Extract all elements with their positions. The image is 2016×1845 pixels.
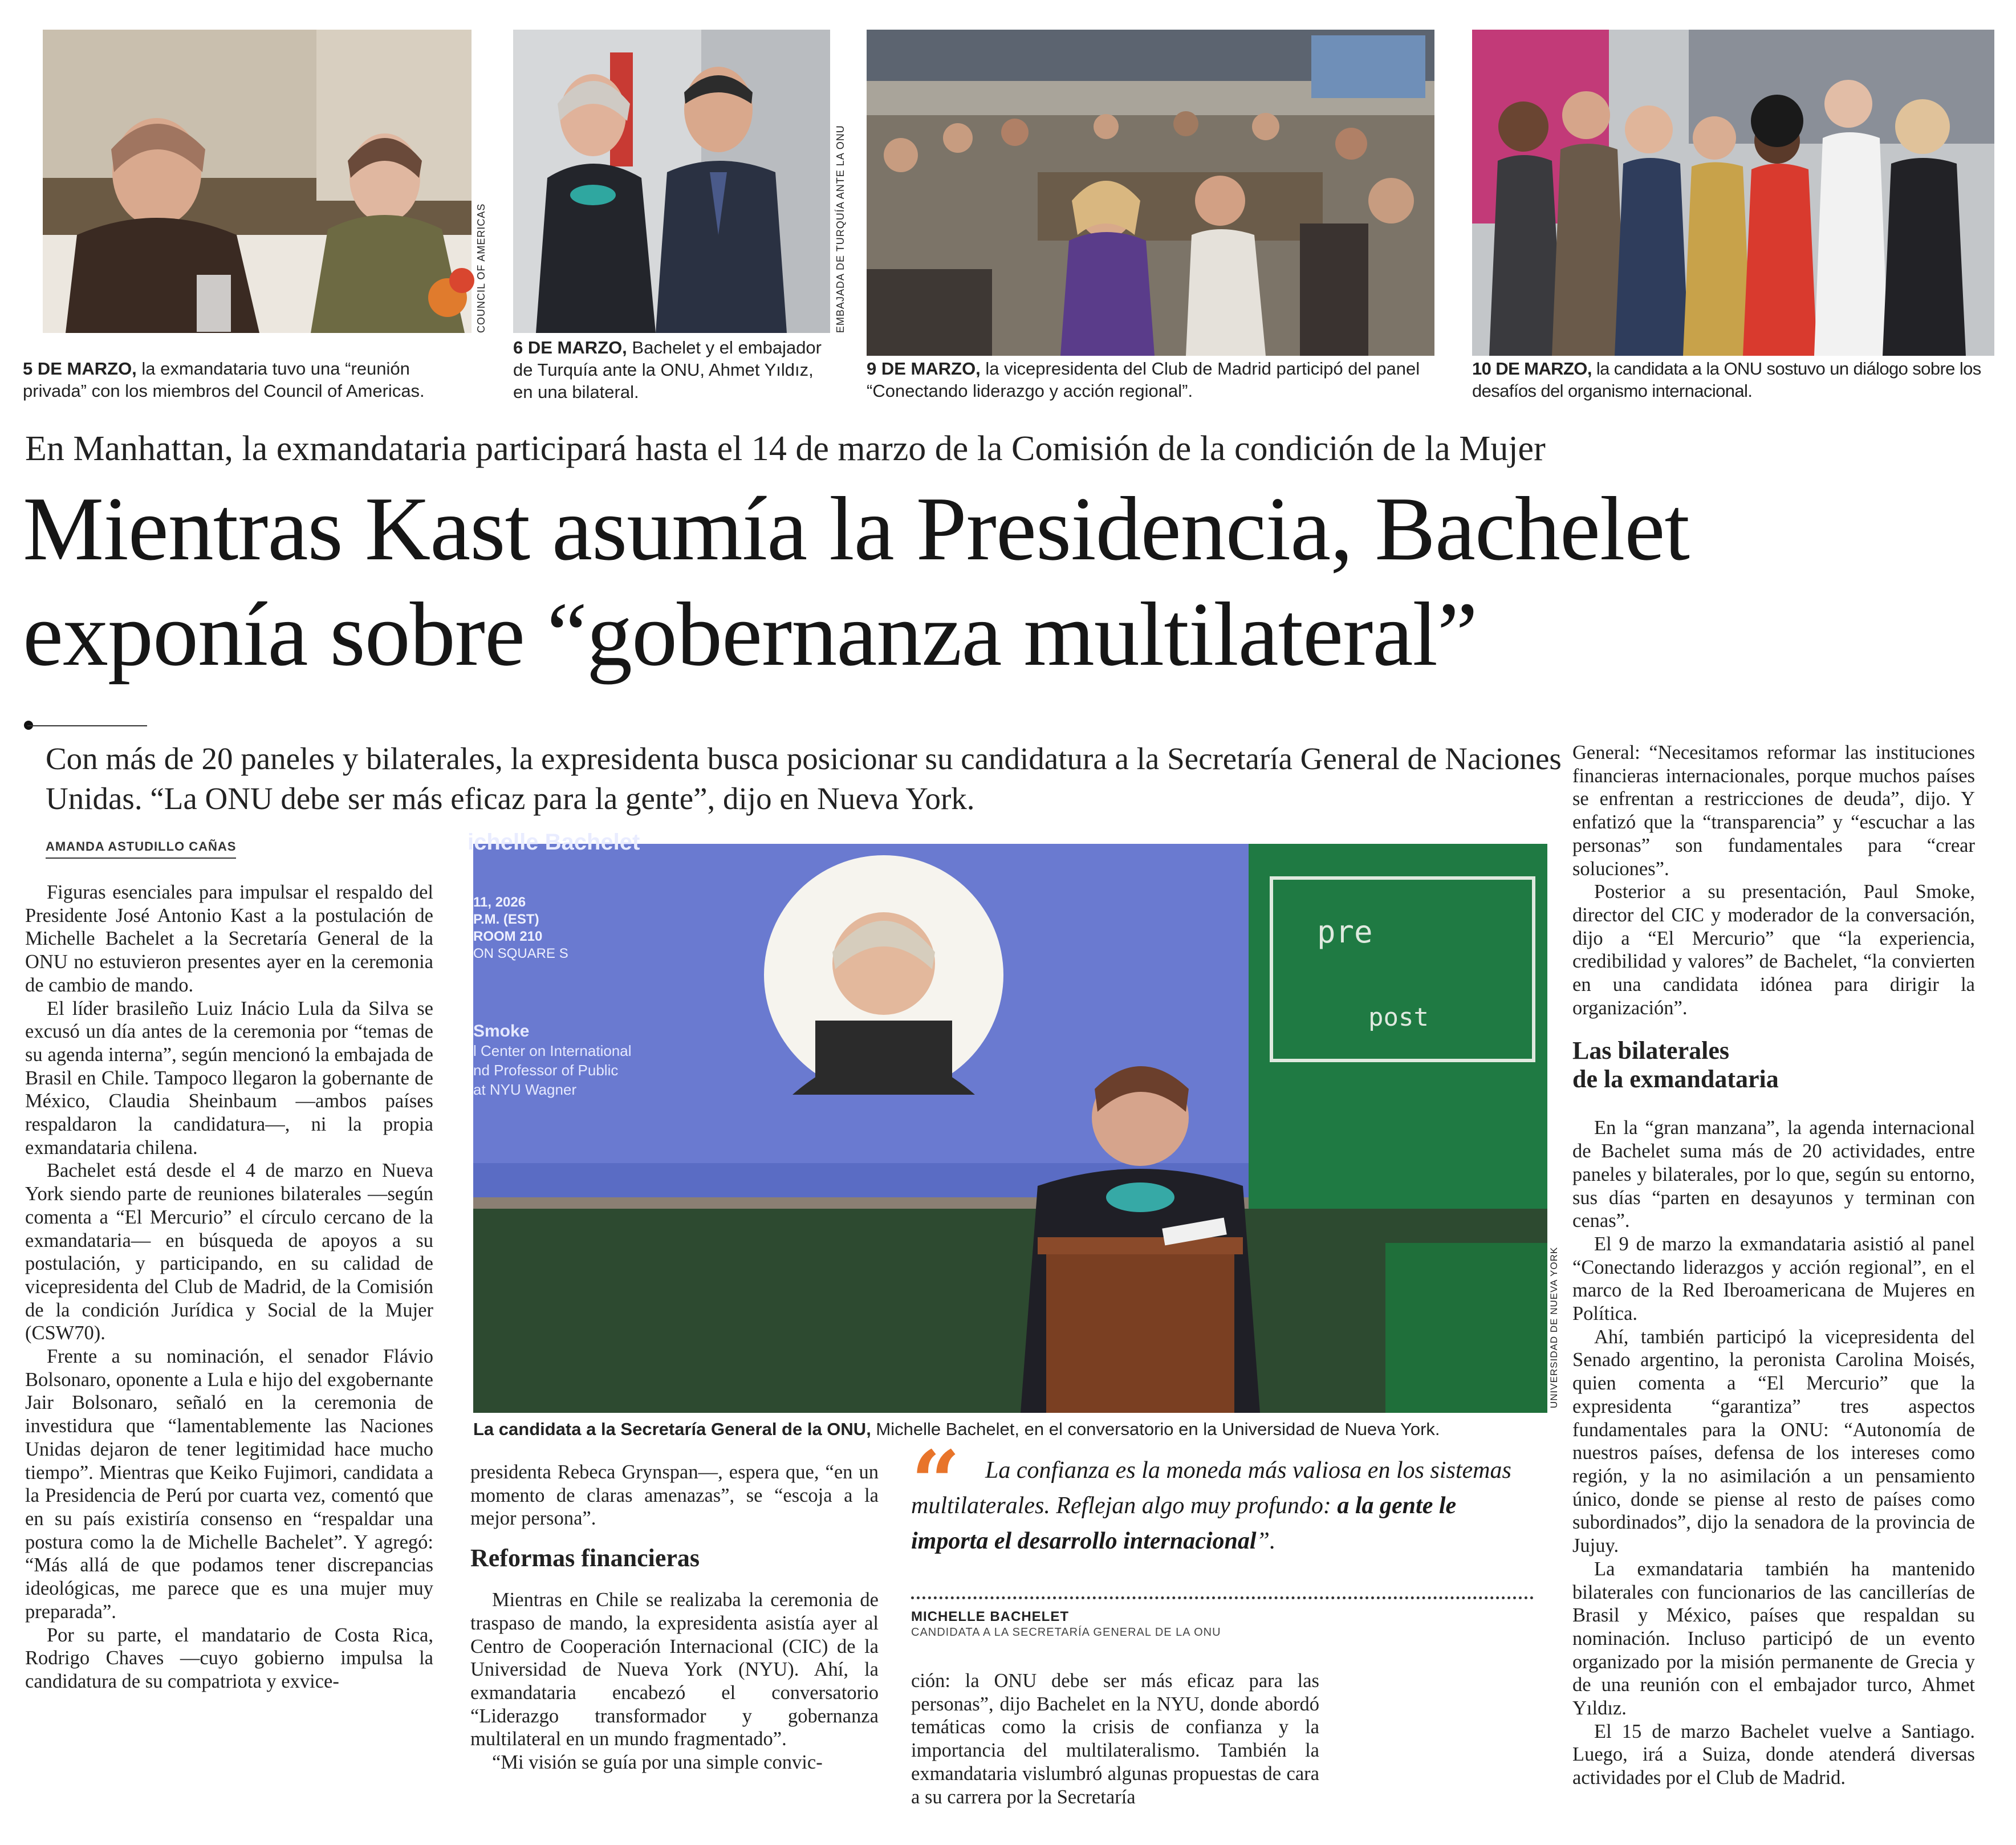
chalkboard-text [1317,889,1429,1060]
paragraph: “Mi visión se guía por una simple convic- [492,1751,823,1774]
photo-bachelet-nyu [468,830,1547,1413]
photo-caption [513,336,832,403]
caption-text: la candidata a la ONU sostuvo un diálogo sobre los desafíos del organismo internacional. [1472,359,1981,401]
photo-credit: EMBAJADA DE TURQUÍA ANTE LA ONU [835,125,846,333]
screen-line: P.M. (EST) [473,912,539,927]
quote-divider [911,1596,1534,1599]
screen-event-details [473,894,701,962]
paragraph: Por su parte, el mandatario de Costa Rica, Rodrigo Chaves —cuyo gobierno impulsa la candidatura de su compatriota y exvice- [25,1624,433,1692]
paragraph: El 9 de marzo la exmandataria asistió al panel “Conectando liderazgos y acción regional”, en el marco de la Red Iberoamericana de Mujeres en Política. [1572,1233,1975,1325]
caption-date: 5 DE MARZO, [23,359,137,379]
photo-caption [23,357,473,402]
paragraph: presidenta Rebeca Grynspan—, espera que, “en un momento de claras amenazas”, se “escoja a la mejor persona”. [470,1461,879,1530]
article-column-3 [911,1669,1319,1809]
screen-text [468,831,707,853]
quote-mark-icon: “ [911,1432,961,1533]
screen-line: at NYU Wagner [473,1081,577,1098]
caption-text: la vicepresidenta del Club de Madrid participó del panel “Conectando liderazgo y acción regional”. [867,359,1420,401]
paragraph: La exmandataria también ha mantenido bilaterales con funcionarios de las cancillerías de Brasil y México, países que respaldan su nominación. Incluso participó de un evento organizado por la misión permanente de Grecia y de una reunión con el embajador turco, Ahmet Yıldız. [1572,1558,1975,1720]
subhead-line: de la exmandataria [1572,1065,1779,1094]
kicker: En Manhattan, la exmandataria participará hasta el 14 de marzo de la Comisión de la condición de la Mujer [25,429,1546,468]
paragraph: Ahí, también participó la vicepresidenta del Senado argentino, la peronista Carolina Moisés, quien comenta a “El Mercurio” que la expresidenta “garantiza” tres aspectos fundamentales para la ONU: “Autonomía de nuestros países, defensa de los intereses como región, y la no asimilación a un pensamiento único, donde se piense al resto de países como subordinados”, dijo la senadora de la provincia de Jujuy. [1572,1326,1975,1557]
divider [27,725,147,726]
paragraph: ción: la ONU debe ser más eficaz para las personas”, dijo Bachelet en la NYU, donde abordó temáticas como la crisis de confianza y la importancia del multilateralismo. También la exmandataria vislumbró algunas propuestas de cara a su carrera por la Secretaría [911,1670,1319,1808]
article-column-4 [1572,741,1975,1790]
paragraph: Posterior a su presentación, Paul Smoke, director del CIC y moderador de la conversación, dijo a “El Mercurio” que “la experiencia, credibilidad y valores” de Bachelet, “la convierten en una candidata idónea para dirigir la organización”. [1572,881,1975,1019]
paragraph: En la “gran manzana”, la agenda internacional de Bachelet suma más de 20 actividades, entre paneles y bilaterales, por lo que, según su entorno, sus días “parten en desayunos y terminan con cenas”. [1572,1117,1975,1232]
photo-credit: UNIVERSIDAD DE NUEVA YORK [1548,1246,1559,1408]
subhead-reformas: Reformas financieras [470,1544,700,1572]
paragraph: El líder brasileño Luiz Inácio Lula da Silva se excusó un día antes de la ceremonia por “temas de su agenda interna”, según mencionó la embajada de Brasil en Chile. Tampoco llegaron la gobernante de México, Claudia Sheinbaum —ambos países respaldaron la candidatura—, ni la propia exmandataria chilena. [25,997,433,1159]
caption-date: 6 DE MARZO, [513,338,627,357]
paragraph: Bachelet está desde el 4 de marzo en Nueva York siendo parte de reuniones bilaterales —según comenta a “El Mercurio” el círculo cercano de la exmandataria— en búsqueda de apoyos a su postulación, y participando, en su calidad de vicepresidenta del Club de Madrid, de la Comisión de la condición Jurídica y Social de la Mujer (CSW70). [25,1160,433,1344]
caption-date: 9 DE MARZO, [867,359,981,379]
paragraph: Frente a su nominación, el senador Flávio Bolsonaro, oponente a Lula e hijo del exgobernante Jair Bolsonaro, señaló en la ceremonia de investidura que “lamentablemente las Naciones Unidas dejaron de tener legitimidad hace mucho tiempo”. Mientras que Keiko Fujimori, candidata a la Presidencia de Perú por cuarta vez, comentó que en su país existiría consenso en “respaldar una postura como la de Michelle Bachelet”. Y agregó: “Más allá de que podamos tener discrepancias ideológicas, me parece que es una mujer muy preparada”. [25,1346,433,1623]
headline [23,476,1689,687]
deck: Con más de 20 paneles y bilaterales, la expresidenta busca posicionar su candidatura a la Secretaría General de Naciones Unidas. “La ONU debe ser más eficaz para la gente”, dijo en Nueva York. [46,741,1562,816]
screen-moderator [473,1022,713,1099]
board-line: post [1368,1003,1429,1032]
caption-text: Michelle Bachelet, en el conversatorio en la Universidad de Nueva York. [871,1419,1440,1439]
screen-line: Smoke [473,1022,530,1041]
quote-text: La confianza es la moneda más valiosa en los sistemas multilaterales. Reflejan algo muy profundo: [911,1457,1511,1519]
screen-line: ON SQUARE S [473,946,568,961]
subhead-line: Las bilaterales [1572,1037,1729,1065]
quote-end: ”. [1256,1528,1276,1554]
screen-line: ichelle Bachelet [468,830,640,855]
headline-line-1: Mientras Kast asumía la Presidencia, Bachelet [23,478,1689,579]
paragraph: El 15 de marzo Bachelet vuelve a Santiago. Luego, irá a Suiza, donde atenderá diversas actividades por el Club de Madrid. [1572,1720,1975,1789]
caption-date: 10 DE MARZO, [1472,359,1592,379]
photo-caption [867,357,1431,402]
photo-caption [1472,357,1997,402]
quote-author-title: CANDIDATA A LA SECRETARÍA GENERAL DE LA ONU [911,1626,1221,1639]
photo-credit: COUNCIL OF AMERICAS [475,203,487,333]
paragraph: Figuras esenciales para impulsar el respaldo del Presidente José Antonio Kast a la postulación de Michelle Bachelet a la Secretaría General de la ONU no estuvieron presentes ayer en la ceremonia de cambio de mando. [25,881,433,996]
byline: AMANDA ASTUDILLO CAÑAS [46,839,236,859]
caption-text: Bachelet y el embajador de Turquía ante la ONU, Ahmet Yıldız, en una bilateral. [513,338,822,402]
pull-quote [911,1453,1538,1559]
photo-turkey-ambassador [513,30,830,333]
caption-text: la exmandataria tuvo una “reunión privada” con los miembros del Council of Americas. [23,359,425,401]
quote-author: MICHELLE BACHELET [911,1609,1069,1624]
screen-line: l Center on International [473,1042,632,1059]
quote-bold: a la gente le importa el desarrollo internacional [911,1493,1457,1554]
headline-line-2: exponía sobre “gobernanza multilateral” [23,583,1477,685]
photo-club-madrid-panel [867,30,1434,356]
screen-line: ROOM 210 [473,929,543,944]
caption-bold: La candidata a la Secretaría General de la ONU, [473,1419,871,1439]
paragraph: Mientras en Chile se realizaba la ceremonia de traspaso de mando, la expresidenta asistía ayer al Centro de Cooperación Internacional (CIC) de la Universidad de Nueva York (NYU). Ahí, la exmandataria encabezó el conversatorio “Liderazgo transformador y gobernanza multilateral en un mundo fragmentado”. [470,1589,879,1750]
screen-line: 11, 2026 [473,895,526,910]
paragraph: General: “Necesitamos reformar las instituciones financieras internacionales, porque muchos países se enfrentan a restricciones de deuda”, dijo. Y enfatizó que la “transparencia” y “escuchar a las personas” son fundamentales para “crear soluciones”. [1572,742,1975,880]
article-column-2 [470,1461,879,1774]
photo-council-americas [43,30,472,333]
screen-line: nd Professor of Public [473,1062,619,1079]
article-column-1 [25,881,433,1693]
board-line: pre [1317,914,1373,950]
main-photo-caption [473,1418,1556,1440]
subhead-bilaterales [1572,1037,1975,1094]
photo-un-dialogue [1472,30,1994,356]
